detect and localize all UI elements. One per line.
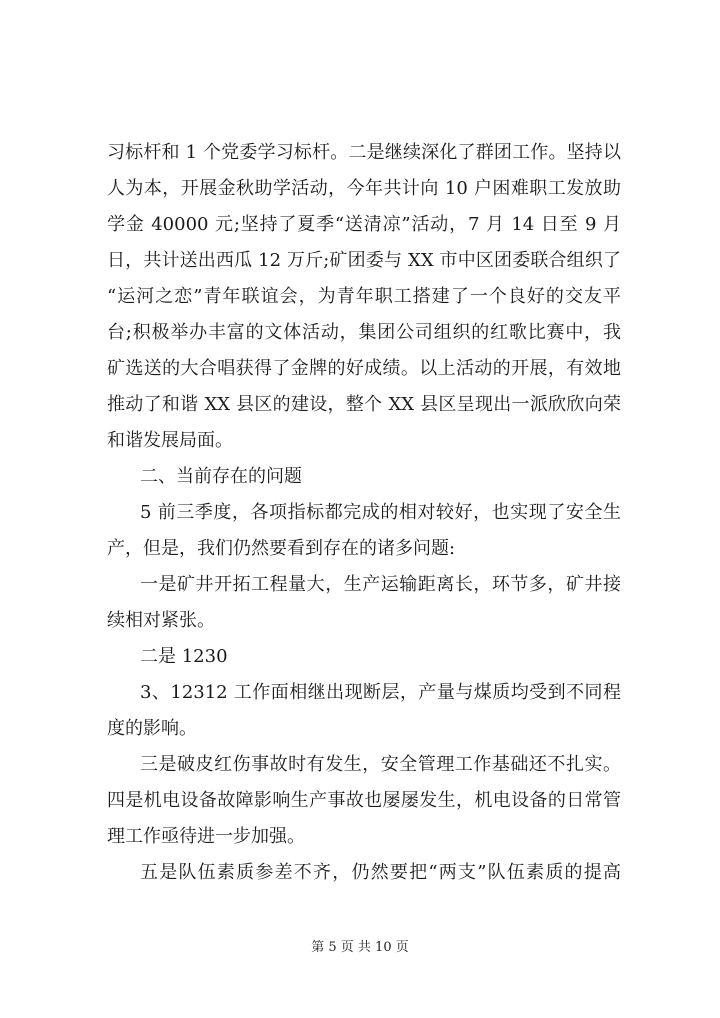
text-line: 习标杆和 1 个党委学习标杆。二是继续深化了群团工作。坚持以 (107, 142, 621, 163)
text-line: 矿选送的大合唱获得了金牌的好成绩。以上活动的开展，有效地 (107, 358, 621, 379)
text-line: “运河之恋”青年联谊会，为青年职工搭建了一个良好的交友平 (107, 286, 621, 307)
page-number-footer: 第 5 页 共 10 页 (311, 940, 409, 955)
text-line: 日，共计送出西瓜 12 万斤;矿团委与 XX 市中区团委联合组织了 (107, 250, 621, 271)
text-line: 5 前三季度，各项指标都完成的相对较好，也实现了安全生 (140, 502, 621, 523)
text-line: 和谐发展局面。 (107, 430, 233, 451)
text-line: 续相对紧张。 (107, 610, 215, 631)
text-line: 二是 1230 (140, 646, 228, 667)
text-line: 台;积极举办丰富的文体活动，集团公司组织的红歌比赛中，我 (107, 322, 621, 343)
text-line: 四是机电设备故障影响生产事故也屡屡发生，机电设备的日常管 (107, 790, 621, 811)
text-line: 学金 40000 元;坚持了夏季“送清凉”活动，7 月 14 日至 9 月 (107, 214, 621, 235)
section-heading: 二、当前存在的问题 (140, 466, 302, 487)
text-line: 一是矿井开拓工程量大，生产运输距离长，环节多，矿井接 (140, 574, 621, 595)
text-line: 五是队伍素质参差不齐，仍然要把“两支”队伍素质的提高 (140, 862, 621, 883)
text-line: 度的影响。 (107, 718, 197, 739)
text-line: 3、12312 工作面相继出现断层，产量与煤质均受到不同程 (140, 682, 621, 703)
text-line: 推动了和谐 XX 县区的建设，整个 XX 县区呈现出一派欣欣向荣 (107, 394, 621, 415)
text-line: 产，但是，我们仍然要看到存在的诸多问题: (107, 538, 456, 559)
text-line: 三是破皮红伤事故时有发生，安全管理工作基础还不扎实。 (140, 754, 621, 775)
document-body (107, 135, 621, 891)
text-line: 人为本，开展金秋助学活动，今年共计向 10 户困难职工发放助 (107, 178, 621, 199)
text-line: 理工作亟待进一步加强。 (107, 826, 305, 847)
